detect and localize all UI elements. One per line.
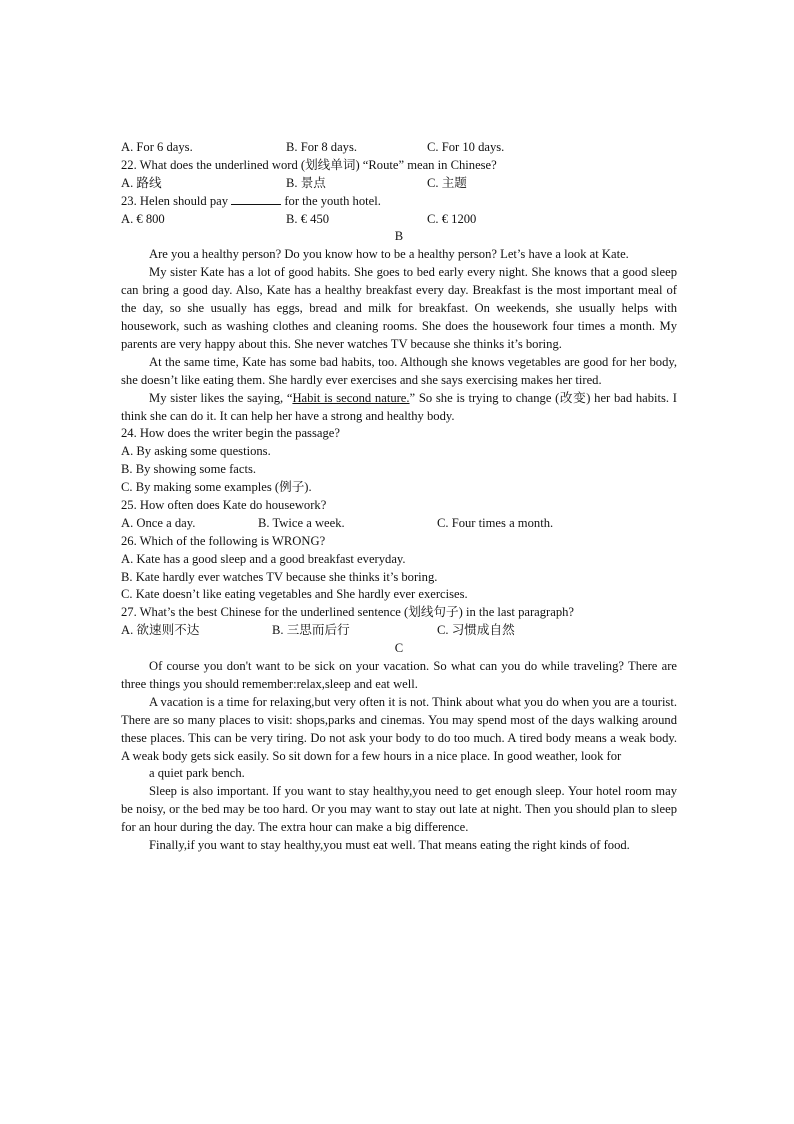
q27-option-a: A. 欲速则不达 bbox=[121, 623, 200, 638]
q21-option-a: A. For 6 days. bbox=[121, 140, 193, 154]
section-c-paragraph-2-continued: a quiet park bench. bbox=[149, 766, 245, 781]
q26-option-c: C. Kate doesn’t like eating vegetables and She hardly ever exercises. bbox=[121, 587, 468, 602]
q22-options bbox=[121, 175, 677, 193]
section-c-label: C bbox=[394, 641, 404, 656]
q22-stem: 22. What does the underlined word (划线单词) “Route” mean in Chinese? bbox=[121, 157, 497, 172]
q21-option-b: B. For 8 days. bbox=[286, 140, 358, 154]
section-c-paragraph-3: Sleep is also important. If you want to stay healthy,you need to get enough sleep. Your hotel room may be noisy, or the bed may be too hard. Or you may want to stay out late at night. Then you should plan to sleep for an hour during the day. The extra hour can make a big difference. bbox=[121, 784, 677, 835]
q25-option-c: C. Four times a month. bbox=[437, 515, 554, 530]
q26-stem: 26. Which of the following is WRONG? bbox=[121, 533, 326, 548]
q27-stem: 27. What’s the best Chinese for the underlined sentence (划线句子) in the last paragraph? bbox=[121, 605, 575, 620]
q25-options bbox=[121, 515, 677, 533]
q25-stem: 25. How often does Kate do housework? bbox=[121, 497, 327, 512]
q24-option-c: C. By making some examples (例子). bbox=[121, 480, 312, 495]
q24-option-a: A. By asking some questions. bbox=[121, 444, 271, 459]
q26-option-a: A. Kate has a good sleep and a good breakfast everyday. bbox=[121, 551, 406, 566]
q27-option-b: B. 三思而后行 bbox=[272, 623, 350, 638]
q23-stem bbox=[121, 193, 677, 211]
answer-blank bbox=[231, 193, 281, 205]
underlined-sentence: Habit is second nature. bbox=[292, 390, 410, 405]
section-c-paragraph-4: Finally,if you want to stay healthy,you must eat well. That means eating the right kinds of food. bbox=[149, 838, 630, 853]
p4-before: My sister likes the saying, “ bbox=[149, 390, 293, 405]
section-b-paragraph-1: Are you a healthy person? Do you know how to be a healthy person? Let’s have a look at Kate. bbox=[149, 247, 629, 262]
q23-stem-before: 23. Helen should pay bbox=[121, 193, 232, 208]
p4-after: ” So she is trying to change (改变) her bad habits. I think she can do it. It can help her have a strong and healthy body. bbox=[121, 390, 677, 423]
q21-option-c: C. For 10 days. bbox=[427, 140, 505, 154]
section-c-paragraph-1: Of course you don't want to be sick on your vacation. So what can you do while traveling? There are three things you should remember:relax,sleep and eat well. bbox=[121, 658, 677, 691]
q23-option-b: B. € 450 bbox=[286, 211, 330, 226]
q22-option-c: C. 主题 bbox=[427, 175, 467, 190]
q27-option-c: C. 习惯成自然 bbox=[437, 623, 515, 638]
section-c-paragraph-2: A vacation is a time for relaxing,but very often it is not. Think about what you do when you are a tourist. There are so many places to visit: shops,parks and cinemas. You may spend most of the days walking around these places. This can be very tiring. Do not ask your body to do too much. A tired body means a weak body. A weak body gets sick easily. So sit down for a few hours in a nice place. In good weather, look for bbox=[121, 694, 677, 763]
section-b-label: B bbox=[394, 229, 404, 244]
q22-option-b: B. 景点 bbox=[286, 175, 326, 190]
q25-option-a: A. Once a day. bbox=[121, 515, 196, 530]
q24-stem: 24. How does the writer begin the passage? bbox=[121, 426, 340, 441]
q21-options bbox=[121, 139, 677, 157]
q25-option-b: B. Twice a week. bbox=[258, 515, 345, 530]
section-b-paragraph-2: My sister Kate has a lot of good habits. She goes to bed early every night. She knows that a good sleep can bring a good day. Also, Kate has a healthy breakfast every day. Breakfast is the most important meal of the day, so she usually has eggs, bread and milk for breakfast. On weekends, she usually helps with housework, such as washing clothes and cleaning rooms. She does the housework four times a month. My parents are very happy about this. She never watches TV because she thinks it’s boring. bbox=[121, 265, 677, 351]
q24-option-b: B. By showing some facts. bbox=[121, 462, 257, 477]
page-content bbox=[121, 139, 677, 855]
section-b-paragraph-4 bbox=[121, 390, 677, 426]
q23-option-a: A. € 800 bbox=[121, 211, 165, 226]
q22-option-a: A. 路线 bbox=[121, 175, 162, 190]
section-b-paragraph-3: At the same time, Kate has some bad habits, too. Although she knows vegetables are good for her body, she doesn’t like eating them. She hardly ever exercises and she says exercising makes her tired. bbox=[121, 354, 677, 387]
q23-option-c: C. € 1200 bbox=[427, 211, 477, 226]
q23-options bbox=[121, 211, 677, 229]
q27-options bbox=[121, 622, 677, 640]
q26-option-b: B. Kate hardly ever watches TV because she thinks it’s boring. bbox=[121, 569, 438, 584]
q23-stem-after: for the youth hotel. bbox=[281, 193, 381, 208]
